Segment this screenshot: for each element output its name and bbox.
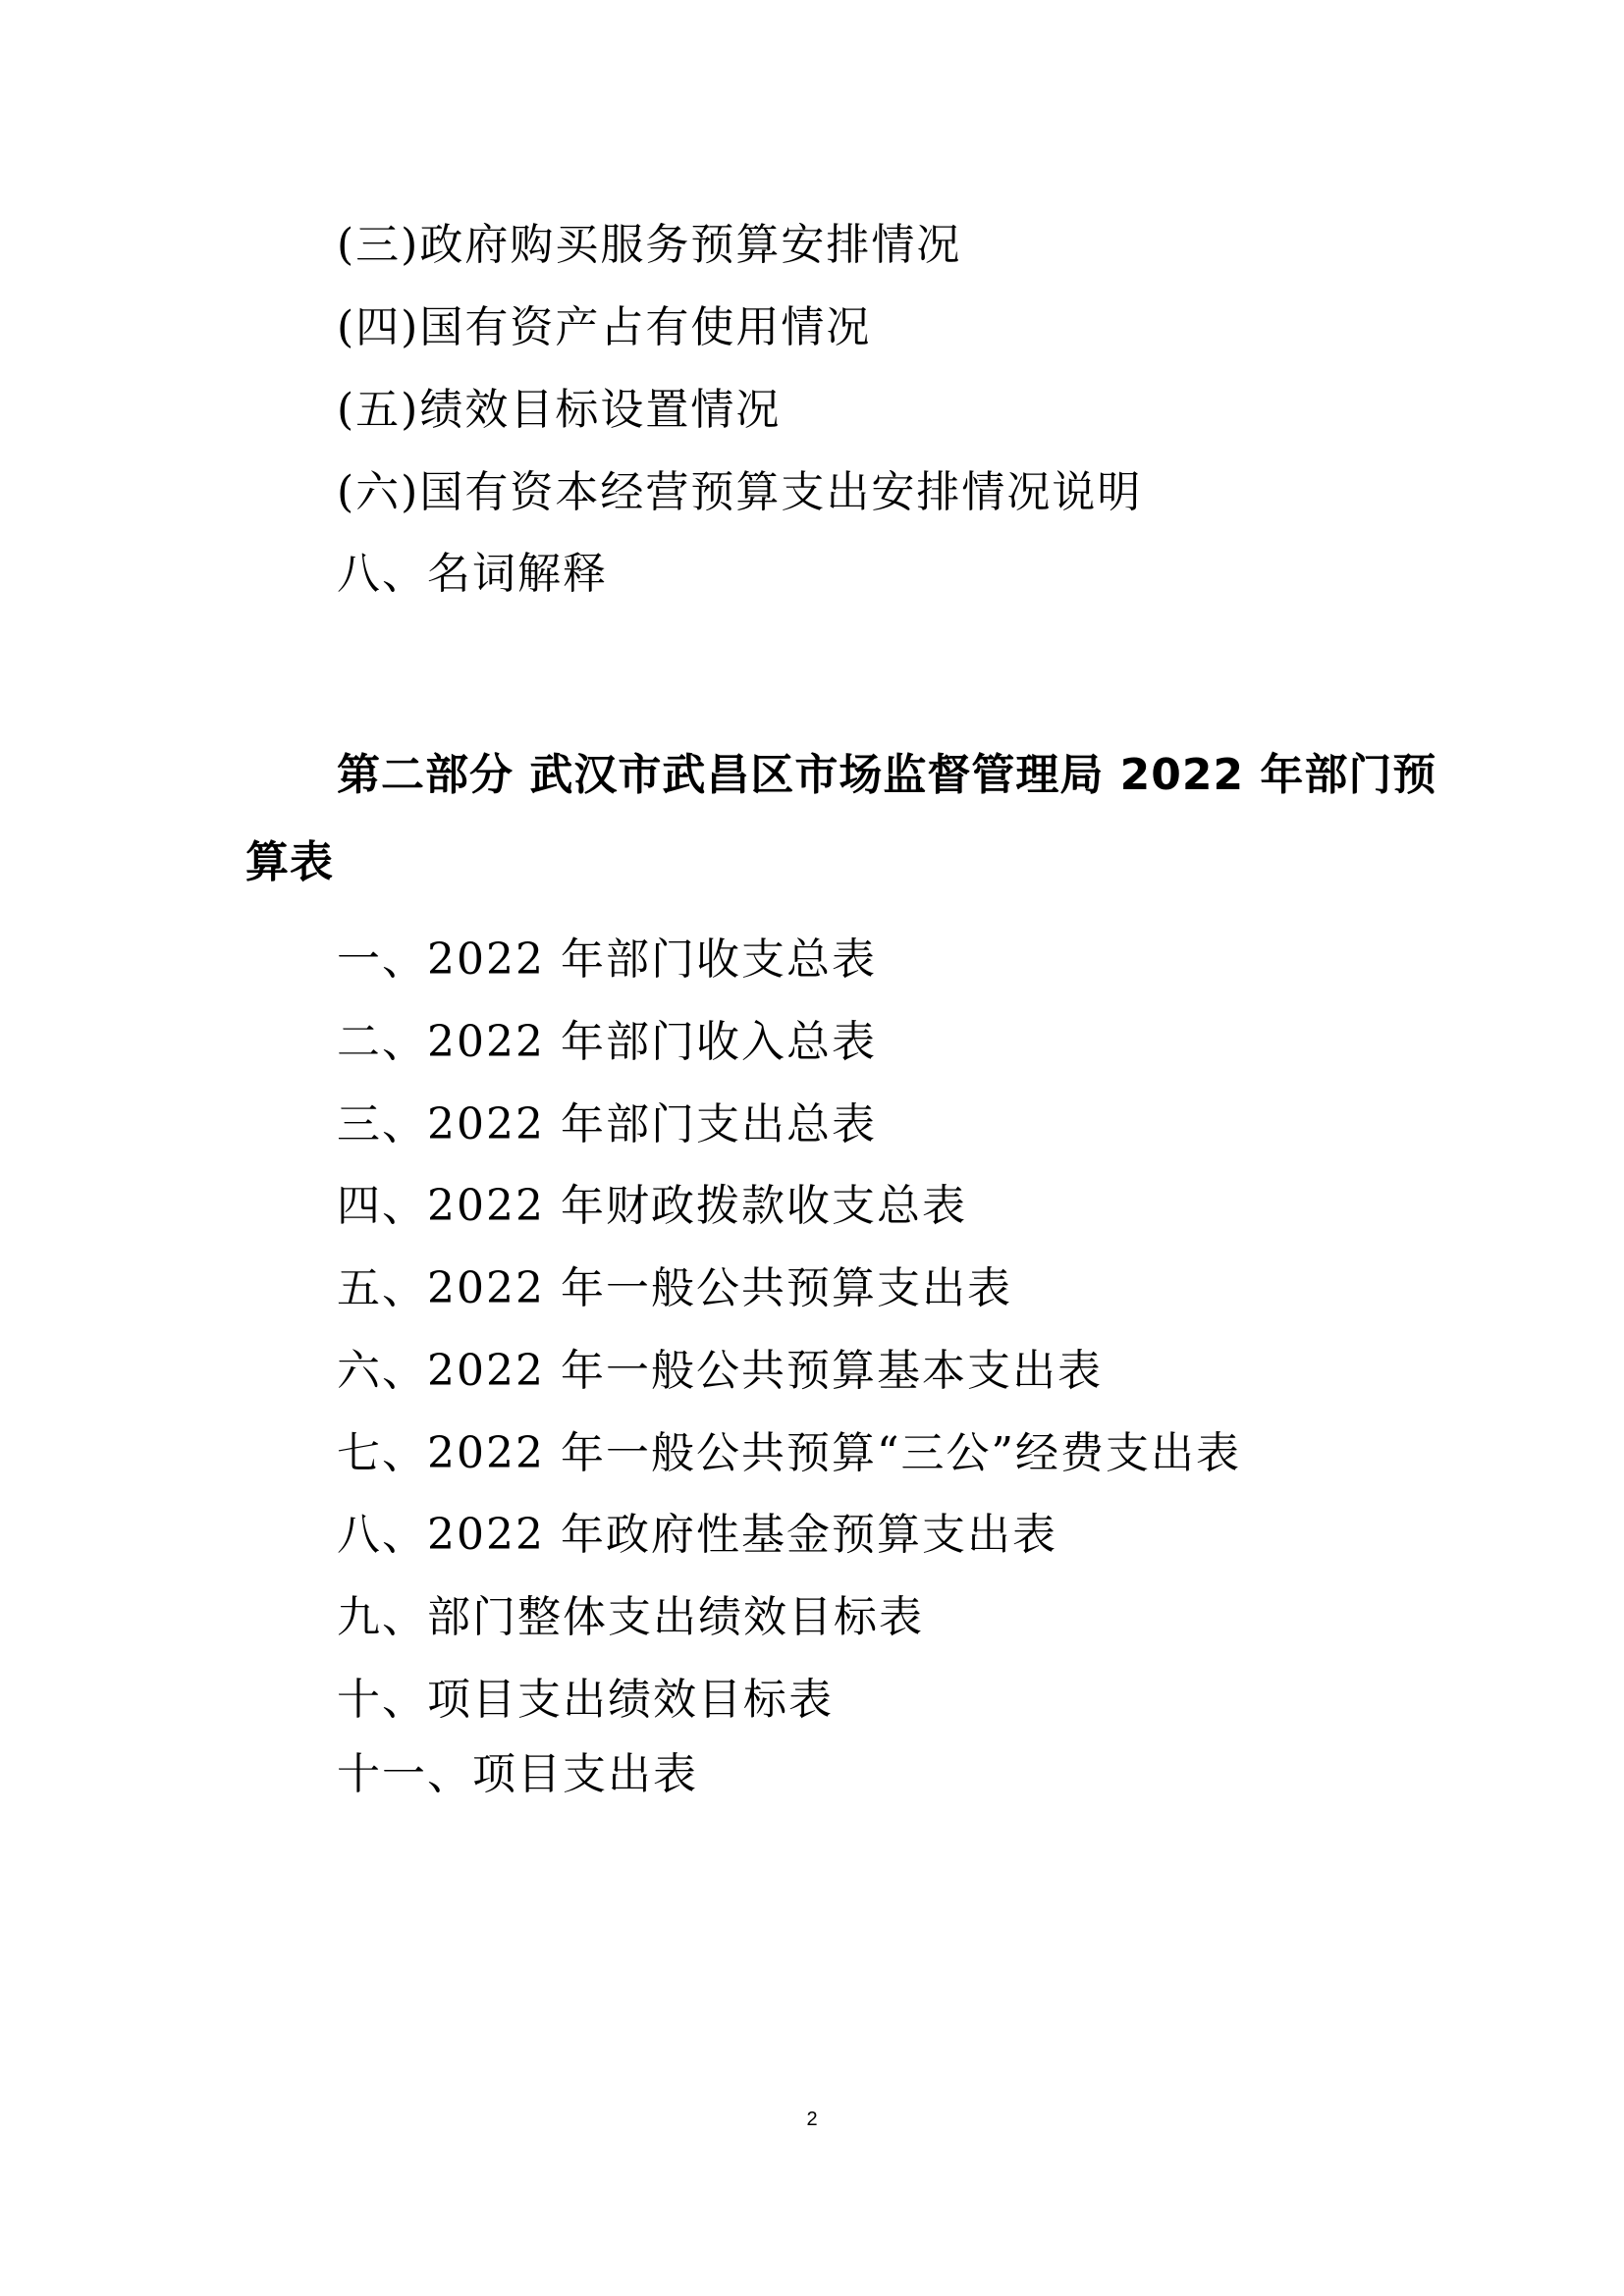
toc-item-government-purchase-services: (三)政府购买服务预算安排情况 [337, 220, 962, 270]
part-two-heading-continued: 算表 [245, 837, 334, 887]
part-two-heading: 第二部分 武汉市武昌区市场监督管理局 2022 年部门预 [337, 750, 1437, 800]
table-list-item: 七、2022 年一般公共预算“三公”经费支出表 [337, 1428, 1241, 1478]
table-list-item: 四、2022 年财政拨款收支总表 [337, 1181, 967, 1231]
table-list-item: 五、2022 年一般公共预算支出表 [337, 1263, 1012, 1313]
table-list-item: 六、2022 年一般公共预算基本支出表 [337, 1346, 1103, 1396]
table-list-item: 十、项目支出绩效目标表 [337, 1675, 834, 1725]
toc-item-state-assets: (四)国有资产占有使用情况 [337, 302, 872, 352]
page-number: 2 [806, 2109, 818, 2130]
toc-item-performance-goals: (五)绩效目标设置情况 [337, 385, 782, 435]
toc-item-state-capital-budget: (六)国有资本经营预算支出安排情况说明 [337, 467, 1143, 517]
table-list-item: 八、2022 年政府性基金预算支出表 [337, 1510, 1057, 1560]
table-list-item: 二、2022 年部门收入总表 [337, 1017, 877, 1067]
table-list-item: 三、2022 年部门支出总表 [337, 1099, 877, 1149]
table-list-item: 一、2022 年部门收支总表 [337, 934, 877, 985]
table-list-item: 九、部门整体支出绩效目标表 [337, 1592, 924, 1642]
toc-item-glossary: 八、名词解释 [337, 549, 608, 599]
table-list-item: 十一、项目支出表 [337, 1749, 698, 1799]
